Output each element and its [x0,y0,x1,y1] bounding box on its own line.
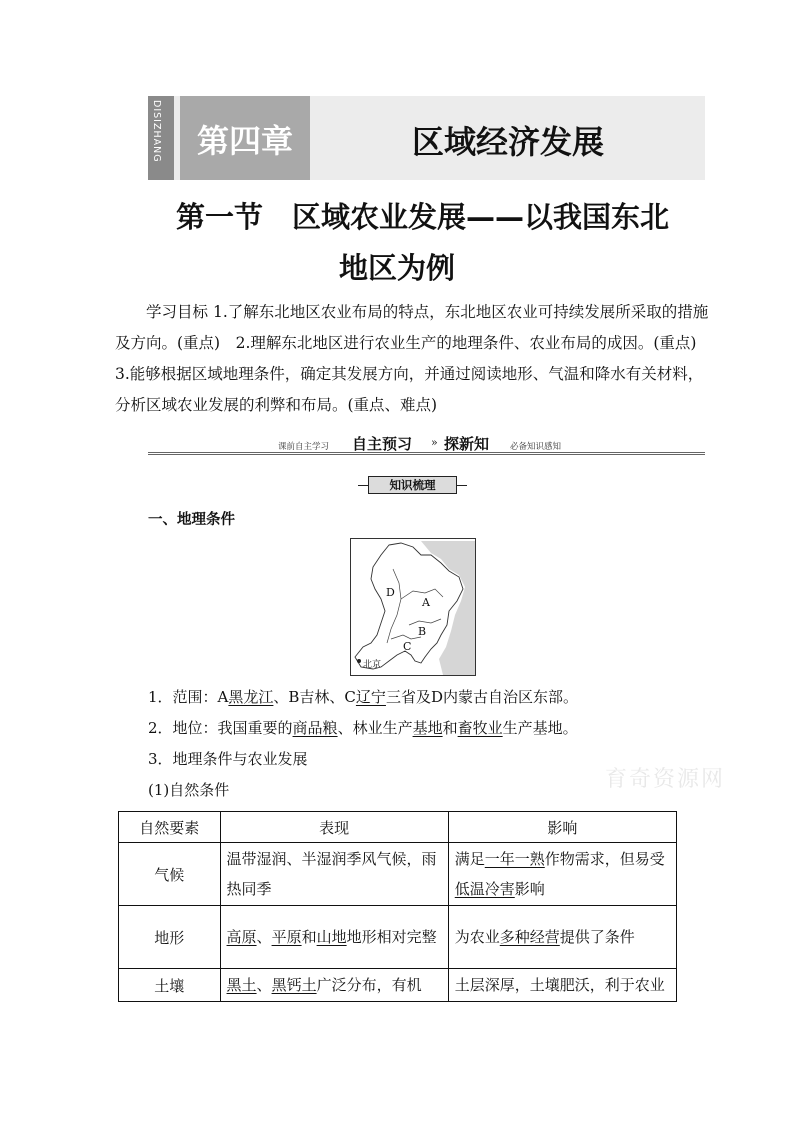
row-key: 土壤 [119,969,221,1002]
eff-text: 提供了条件 [559,928,635,946]
chapter-title: 区域经济发展 [412,123,605,161]
row-effect [448,843,676,906]
item2-prefix: 2．地位：我国重要的 [148,719,293,737]
eff-text: 为农业 [454,928,500,946]
eff-text: 满足 [454,850,485,868]
heading-geo-conditions: 一、地理条件 [148,512,235,528]
row-key: 地形 [119,906,221,969]
item2-livestock: 畜牧业 [457,719,503,737]
table-header: 影响 [448,812,676,843]
natural-conditions-table [118,811,677,1002]
chapter-number: 第四章 [196,122,293,160]
map-label-b: B [418,625,427,638]
item-range [148,686,578,707]
item1-prefix: 1．范围：A [148,688,229,706]
goals-text: 1.了解东北地区农业布局的特点，东北地区农业可持续发展所采取的措施及方向。(重点) 2.理解东北地区进行农业生产的地理条件、农业布局的成因。(重点) 3.能够根据区域地理条件，确定其发展方向，并通过阅读地形、气温和降水有关材料，分析区域农业发展的利弊和布局。(重点、难点) [115,303,712,414]
eff-text: 影响 [514,880,545,898]
goals-label: 学习目标 [146,303,209,321]
preview-bar [148,432,705,452]
map-label-d: D [386,586,395,599]
item2-s2: 和 [442,719,458,737]
row-effect [448,906,676,969]
perf-text: 广泛分布，有机 [316,976,422,994]
eff-underlined: 多种经营 [499,928,560,946]
eff-underlined: 一年一熟 [484,850,545,868]
item1-s1: 、B吉林、C [273,688,356,706]
banner-side-strip [148,96,174,180]
preview-right-small: 必备知识感知 [510,442,562,452]
row-perf [220,969,448,1002]
perf-underlined: 黑钙土 [271,976,317,994]
watermark: 育奇资源网 [605,767,726,792]
preview-left-small: 课前自主学习 [278,442,330,452]
map-graphic [351,539,475,675]
perf-text: 地形相对完整 [346,928,437,946]
perf-underlined: 高原 [226,928,257,946]
row-perf: 温带湿润、半湿润季风气候，雨热同季 [220,843,448,906]
item1-heilongjiang: 黑龙江 [228,688,274,706]
perf-text: 、 [256,976,272,994]
eff-text: 作物需求，但易受 [544,850,665,868]
preview-main2: 探新知 [444,435,490,453]
knowledge-tag: 知识梳理 [368,476,457,494]
item2-base: 基地 [412,719,443,737]
preview-divider [148,452,705,455]
row-key: 气候 [119,843,221,906]
perf-underlined: 山地 [316,928,347,946]
table-row [119,906,677,969]
item1-liaoning: 辽宁 [355,688,386,706]
northeast-china-map [350,538,476,676]
section-title-line2: 地区为例 [339,251,456,285]
learning-goals [115,297,715,421]
table-header: 自然要素 [119,812,221,843]
item-status [148,717,578,738]
table-header-row [119,812,677,843]
perf-underlined: 平原 [271,928,302,946]
item-natural-sub: (1)自然条件 [148,781,230,799]
eff-underlined: 低温冷害 [454,880,515,898]
table-header: 表现 [220,812,448,843]
perf-underlined: 黑土 [226,976,257,994]
map-label-a: A [422,596,430,609]
item1-s2: 三省及D内蒙古自治区东部。 [385,688,578,706]
row-effect: 土层深厚，土壤肥沃，利于农业 [448,969,676,1002]
item-conditions: 3．地理条件与农业发展 [148,750,308,768]
table-row [119,969,677,1002]
map-label-c: C [403,640,412,653]
item2-s1: 、林业生产 [337,719,413,737]
preview-main1: 自主预习 [352,435,413,453]
perf-text: 、 [256,928,272,946]
item2-grain: 商品粮 [292,719,338,737]
chapter-number-box [180,96,310,180]
side-label: DISIZHANG [151,100,162,163]
table-row [119,843,677,906]
arrow-icon: » [431,436,438,449]
item2-s3: 生产基地。 [502,719,578,737]
map-city-label: 北京 [363,660,382,670]
section-title-line1: 第一节 区域农业发展——以我国东北 [176,200,670,234]
perf-text: 和 [301,928,317,946]
row-perf [220,906,448,969]
